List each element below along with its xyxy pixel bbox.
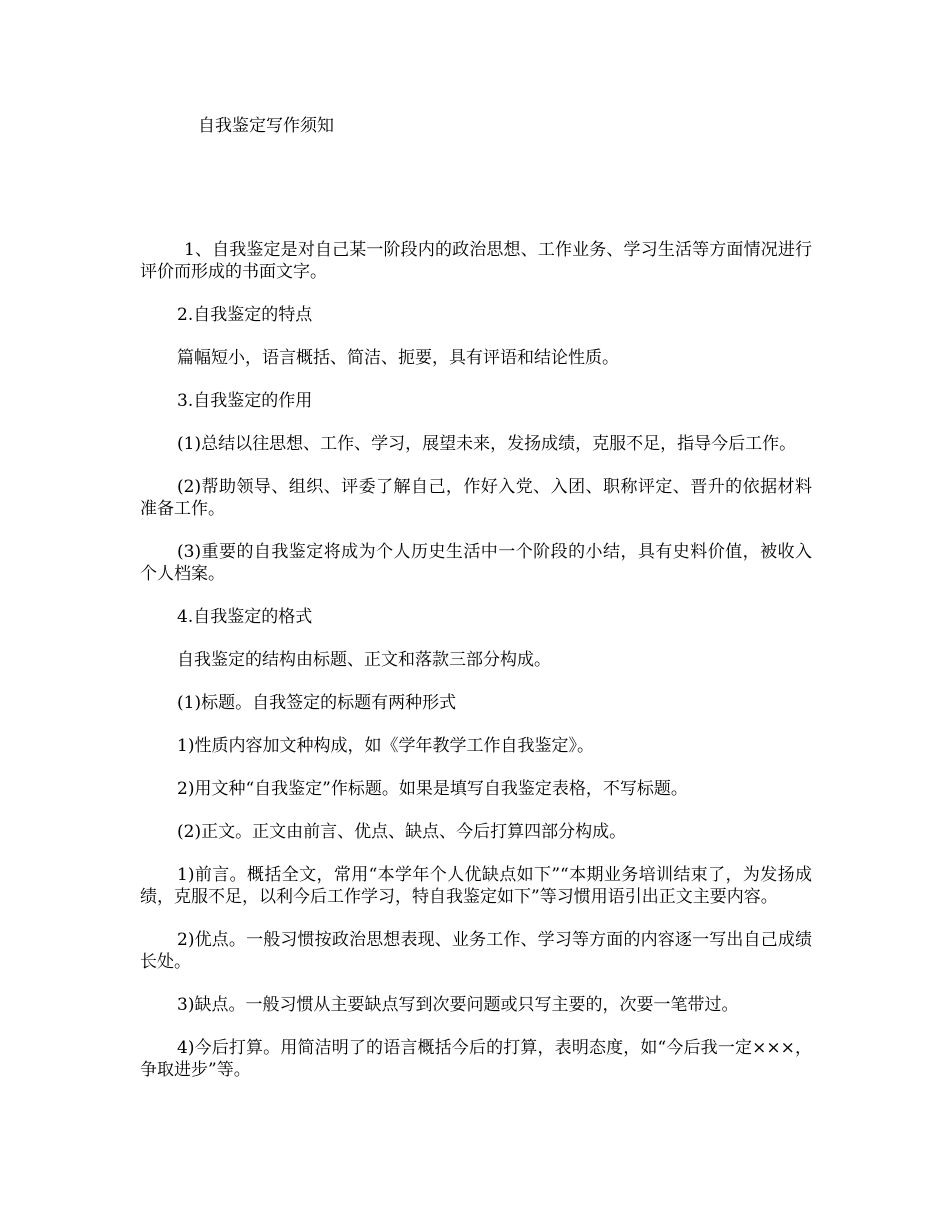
paragraph-title-form-1: 1)性质内容加文种构成，如《学年教学工作自我鉴定》。 [177,736,594,756]
paragraph-function-3: (3)重要的自我鉴定将成为个人历史生活中一个阶段的小结，具有史料价值，被收入个人档案。 [140,542,812,584]
heading-functions: 3.自我鉴定的作用 [177,391,313,411]
document-title: 自我鉴定写作须知 [198,116,334,136]
paragraph-function-1: (1)总结以往思想、工作、学习，展望未来，发扬成绩，克服不足，指导今后工作。 [177,434,797,454]
paragraph-features: 篇幅短小，语言概括、简洁、扼要，具有评语和结论性质。 [177,348,619,368]
paragraph-title-forms: (1)标题。自我签定的标题有两种形式 [177,693,457,713]
document-body [140,239,812,1102]
paragraph-body-parts: (2)正文。正文由前言、优点、缺点、今后打算四部分构成。 [177,822,627,842]
heading-format: 4.自我鉴定的格式 [177,607,313,627]
paragraph-structure: 自我鉴定的结构由标题、正文和落款三部分构成。 [177,650,551,670]
paragraph-weaknesses: 3)缺点。一般习惯从主要缺点写到次要问题或只写主要的，次要一笔带过。 [177,995,739,1015]
paragraph-function-2: (2)帮助领导、组织、评委了解自己，作好入党、入团、职称评定、晋升的依据材料准备工作。 [140,477,812,519]
paragraph-definition: 1、自我鉴定是对自己某一阶段内的政治思想、工作业务、学习生活等方面情况进行评价而形成的书面文字。 [140,240,812,282]
paragraph-title-form-2: 2)用文种“自我鉴定”作标题。如果是填写自我鉴定表格，不写标题。 [177,779,688,799]
heading-features: 2.自我鉴定的特点 [177,305,313,325]
paragraph-strengths: 2)优点。一般习惯按政治思想表现、业务工作、学习等方面的内容逐一写出自己成绩长处。 [140,930,812,972]
paragraph-preface: 1)前言。概括全文，常用“本学年个人优缺点如下”“本期业务培训结束了，为发扬成绩，克服不足，以利今后工作学习，特自我鉴定如下”等习惯用语引出正文主要内容。 [140,865,812,907]
paragraph-future-plans: 4)今后打算。用简洁明了的语言概括今后的打算，表明态度，如“今后我一定×××，争取进步”等。 [140,1038,812,1080]
